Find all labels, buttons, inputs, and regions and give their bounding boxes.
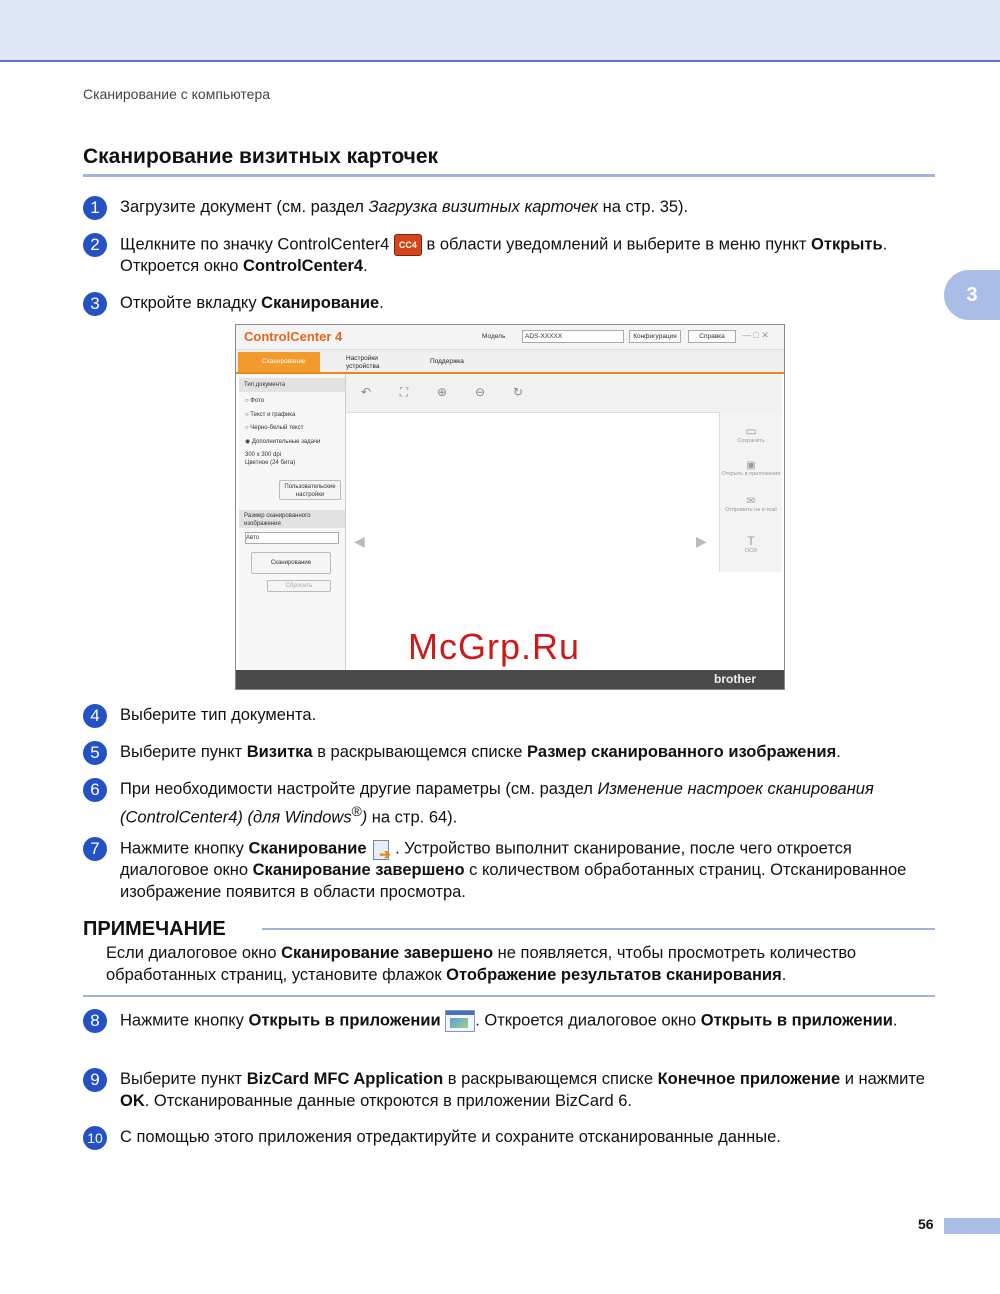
color-text: Цветное (24 бита): [245, 460, 296, 466]
ocr-action[interactable]: T OCR: [720, 534, 782, 554]
note-body: Если диалоговое окно Сканирование завершено не появляется, чтобы просмотреть количество обработанных страниц, установите флажок Отображение результатов сканирования.: [106, 944, 857, 984]
fit-icon[interactable]: ⛶: [399, 385, 409, 399]
window-controls-icon[interactable]: — □ ✕: [742, 330, 769, 340]
open-in-app-icon: [445, 1010, 475, 1032]
step-number: 3: [83, 292, 107, 316]
size-header: Размер сканированного изображения: [239, 510, 345, 528]
model-label: Модель: [482, 333, 506, 340]
scan-settings-panel: [239, 374, 346, 670]
window-footer: [236, 670, 784, 689]
email-action[interactable]: ✉ Отправить на e-mail: [720, 496, 782, 513]
step-text: Выберите пункт BizCard MFC Application в раскрывающемся списке Конечное приложение и нажмите OK. Отсканированные данные откроются в приложении BizCard 6.: [120, 1070, 925, 1110]
scan-icon: ➔: [371, 838, 395, 860]
preview-toolbar: [346, 374, 782, 413]
open-in-app-action[interactable]: ▣ Открыть в приложении: [721, 460, 781, 477]
tab-bar: [236, 350, 784, 374]
note-rule: [262, 928, 935, 930]
step-number: 10: [83, 1126, 107, 1150]
page-number: 56: [918, 1216, 934, 1232]
step-number: 4: [83, 704, 107, 728]
app-icon: ▣: [746, 460, 756, 471]
scan-button[interactable]: Сканирование: [251, 552, 331, 574]
window-titlebar: [236, 325, 784, 350]
top-header-band: [0, 0, 1000, 62]
option-custom[interactable]: ◉ Дополнительные задачи: [245, 439, 321, 445]
zoom-out-icon[interactable]: ⊖: [474, 385, 486, 399]
folder-icon: ▭: [745, 424, 757, 438]
option-text-graphics[interactable]: ○ Текст и графика: [245, 412, 296, 418]
step-number: 7: [83, 837, 107, 861]
zoom-in-icon[interactable]: ⊕: [436, 385, 448, 399]
next-page-icon[interactable]: ▶: [696, 533, 707, 549]
step-number: 6: [83, 778, 107, 802]
help-button[interactable]: Справка: [688, 330, 736, 343]
chapter-tab: 3: [944, 270, 1000, 320]
text-icon: T: [747, 534, 755, 548]
resolution-text: 300 x 300 dpi: [245, 452, 282, 458]
tab-device-settings[interactable]: Настройки устройства: [346, 355, 380, 370]
prev-page-icon[interactable]: ◀: [354, 533, 365, 549]
tab-scan[interactable]: Сканирование: [238, 352, 320, 372]
brother-logo: brother: [714, 672, 756, 686]
step-text: С помощью этого приложения отредактируйте и сохраните отсканированные данные.: [120, 1128, 781, 1146]
actions-panel: [719, 412, 782, 572]
doc-type-header: Тип документа: [239, 378, 345, 392]
step-text: Загрузите документ (см. раздел Загрузка визитных карточек на стр. 35).: [120, 198, 689, 216]
step-number: 5: [83, 741, 107, 765]
watermark: McGrp.Ru: [408, 626, 581, 667]
step-number: 1: [83, 196, 107, 220]
step-number: 9: [83, 1068, 107, 1092]
model-select[interactable]: ADS-XXXXX: [522, 330, 624, 343]
controlcenter4-icon: CC4: [394, 234, 422, 256]
step-number: 2: [83, 233, 107, 257]
envelope-icon: ✉: [746, 496, 756, 507]
save-action[interactable]: ▭ Сохранить: [720, 424, 782, 444]
size-select[interactable]: Авто: [245, 532, 339, 544]
tab-support[interactable]: Поддержка: [430, 358, 464, 365]
step-text: Щелкните по значку ControlCenter4 CC4 в области уведомлений и выберите в меню пункт Открыть. Откроется окно ControlCenter4.: [120, 235, 888, 275]
reset-button[interactable]: Сбросить: [267, 580, 331, 592]
title-rule: [83, 174, 935, 177]
note-bottom-rule: [83, 995, 935, 997]
rotate-icon[interactable]: ↻: [512, 385, 524, 399]
step-text: Откройте вкладку Сканирование.: [120, 294, 384, 312]
step-text: Нажмите кнопку Открыть в приложении . Откроется диалоговое окно Открыть в приложении.: [120, 1010, 940, 1032]
step-number: 8: [83, 1009, 107, 1033]
step-text: Выберите пункт Визитка в раскрывающемся списке Размер сканированного изображения.: [120, 743, 841, 761]
option-bw-text[interactable]: ○ Черно-белый текст: [245, 425, 304, 431]
step-text: Выберите тип документа.: [120, 706, 317, 724]
app-logo: ControlCenter 4: [244, 329, 343, 344]
step-text: Нажмите кнопку Сканирование ➔ . Устройство выполнит сканирование, после чего откроется диалоговое окно Сканирование завершено с количеством обработанных страниц. Отсканированное изображение появится в области просмотра.: [120, 839, 907, 901]
page-title: Сканирование визитных карточек: [83, 145, 439, 168]
custom-settings-button[interactable]: Пользовательские настройки: [279, 480, 341, 500]
step-text: При необходимости настройте другие параметры (см. раздел Изменение настроек сканирования (ControlCenter4) (для Windows®) на стр. 64).: [120, 780, 874, 826]
undo-icon[interactable]: ↶: [360, 385, 372, 399]
breadcrumb: Сканирование с компьютера: [83, 86, 271, 102]
configuration-button[interactable]: Конфигурация: [629, 330, 681, 343]
page-bar: [944, 1218, 1000, 1234]
note-title: ПРИМЕЧАНИЕ: [83, 918, 226, 940]
option-photo[interactable]: ○ Фото: [245, 398, 265, 404]
